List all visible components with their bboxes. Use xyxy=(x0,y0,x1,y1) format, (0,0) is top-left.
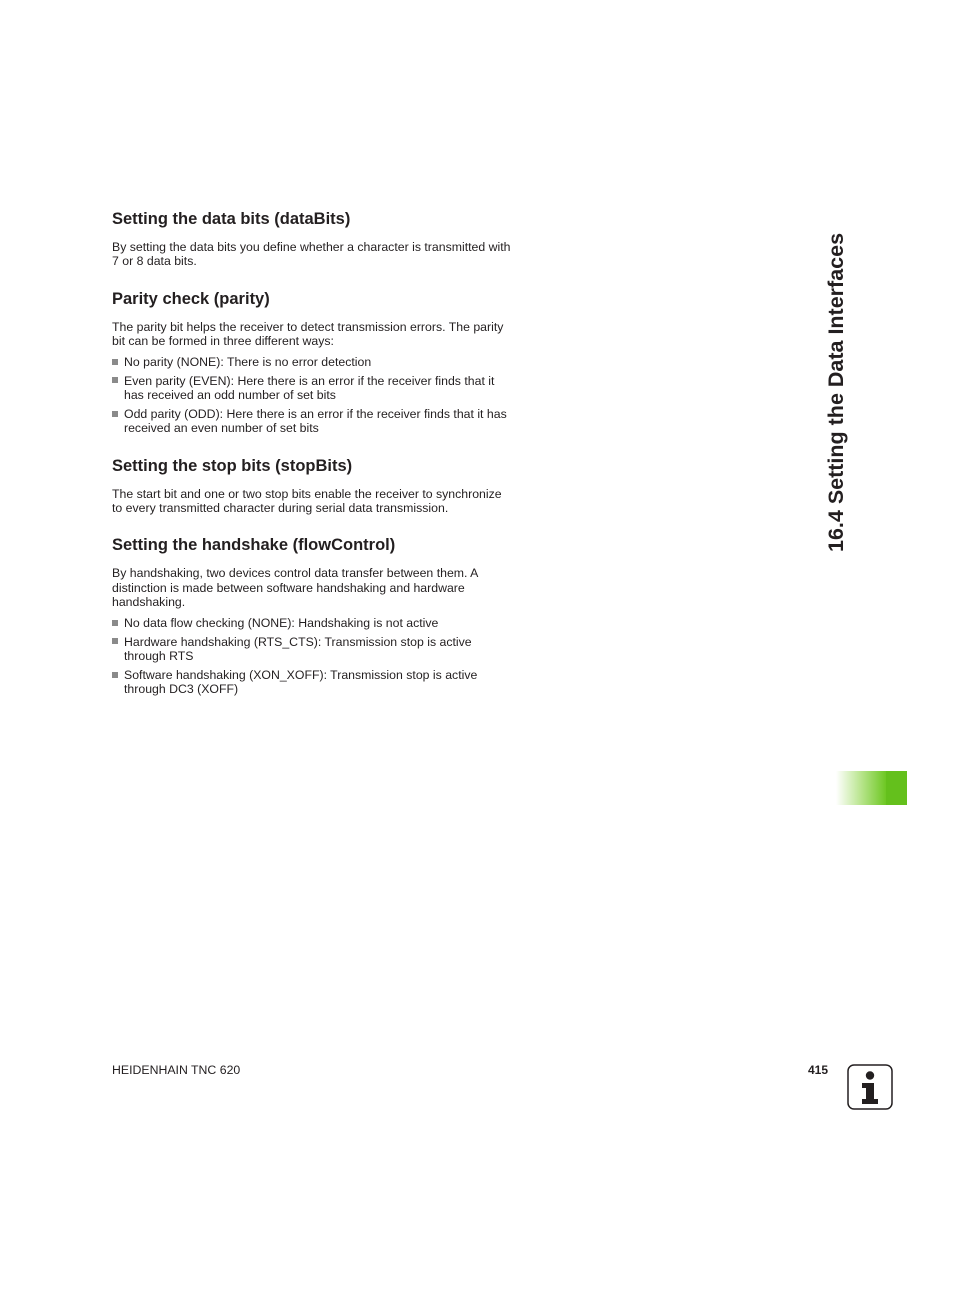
list-item xyxy=(112,374,512,403)
section-parity xyxy=(112,289,512,436)
list-item-text: Even parity (EVEN): Here there is an error if the receiver finds that it has received an odd number of set bits xyxy=(124,373,495,403)
square-bullet-icon xyxy=(112,672,118,678)
list-item xyxy=(112,407,512,436)
bullet-list xyxy=(112,616,512,696)
section-paragraph: By setting the data bits you define whether a character is transmitted with 7 or 8 data bits. xyxy=(112,240,511,269)
section-paragraph: The start bit and one or two stop bits enable the receiver to synchronize to every transmitted character during serial data transmission. xyxy=(112,486,502,515)
chapter-tab-edge xyxy=(886,771,907,805)
square-bullet-icon xyxy=(112,359,118,365)
square-bullet-icon xyxy=(112,411,118,417)
list-item xyxy=(112,616,512,630)
section-heading: Setting the stop bits (stopBits) xyxy=(112,456,353,475)
section-heading: Setting the data bits (dataBits) xyxy=(112,210,351,228)
footer-page-number: 415 xyxy=(808,1063,829,1077)
section-data-bits xyxy=(112,209,512,269)
list-item xyxy=(112,355,512,369)
chapter-side-title: 16.4 Setting the Data Interfaces xyxy=(824,232,848,552)
section-heading: Setting the handshake (flowControl) xyxy=(112,536,396,555)
info-icon xyxy=(847,1064,893,1110)
list-item xyxy=(112,668,512,697)
list-item-text: No parity (NONE): There is no error detection xyxy=(124,355,372,370)
main-content xyxy=(112,209,512,717)
list-item-text: Hardware handshaking (RTS_CTS): Transmission stop is active through RTS xyxy=(124,634,472,664)
section-handshake xyxy=(112,535,512,696)
square-bullet-icon xyxy=(112,377,118,383)
section-paragraph: By handshaking, two devices control data transfer between them. A distinction is made between software handshaking and hardware handshaking. xyxy=(112,566,478,609)
list-item-text: Software handshaking (XON_XOFF): Transmission stop is active through DC3 (XOFF) xyxy=(124,668,478,697)
section-heading: Parity check (parity) xyxy=(112,289,270,308)
chapter-tab-marker xyxy=(836,771,907,805)
footer-product-name: HEIDENHAIN TNC 620 xyxy=(112,1063,241,1077)
square-bullet-icon xyxy=(112,638,118,644)
square-bullet-icon xyxy=(112,620,118,626)
section-stop-bits xyxy=(112,456,512,516)
list-item-text: Odd parity (ODD): Here there is an error if the receiver finds that it has received an even number of set bits xyxy=(124,407,507,436)
list-item xyxy=(112,635,512,664)
list-item-text: No data flow checking (NONE): Handshaking is not active xyxy=(124,616,439,631)
bullet-list xyxy=(112,355,512,435)
section-paragraph: The parity bit helps the receiver to detect transmission errors. The parity bit can be formed in three different ways: xyxy=(112,319,504,348)
